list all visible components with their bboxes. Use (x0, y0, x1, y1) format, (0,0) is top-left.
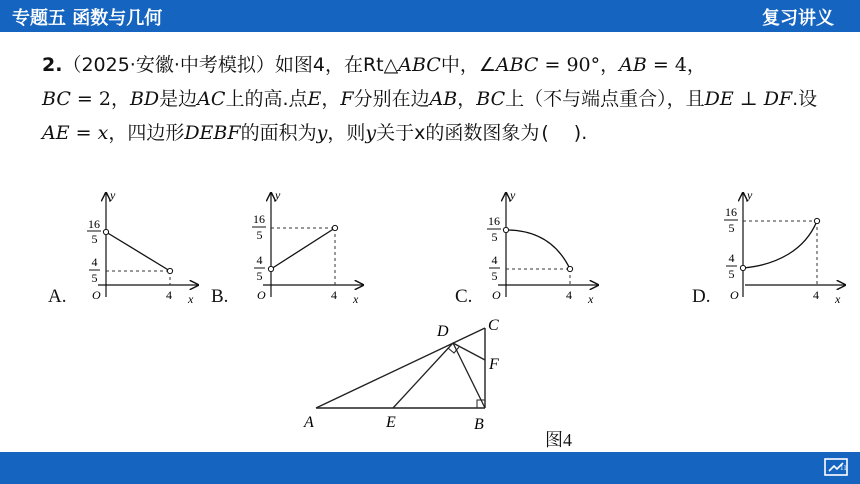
origin-label: O (92, 288, 101, 302)
text-run: 中，∠ (440, 54, 496, 76)
open-endpoint (814, 218, 819, 223)
option-c-label[interactable]: C. (455, 286, 473, 307)
x-tick-label: 4 (331, 288, 337, 302)
open-endpoint (740, 265, 745, 270)
x-axis-label: x (835, 292, 841, 305)
y-axis-label: y (510, 188, 516, 202)
segment-bd (453, 343, 485, 408)
option-a-graph (70, 185, 205, 305)
math-x: x (414, 122, 426, 144)
option-c-graph (470, 185, 605, 305)
y-tick-low-numerator: 4 (491, 253, 498, 267)
triangle-figure (296, 312, 516, 434)
math-bc: BC (476, 88, 506, 110)
math-bc: BC (42, 88, 71, 110)
y-tick-low-numerator: 4 (728, 251, 735, 265)
y-tick-top-denominator: 5 (91, 232, 98, 246)
math-x: x (97, 122, 109, 144)
topic-title: 专题五 函数与几何 (12, 8, 163, 29)
text-run: 的面积为 (240, 122, 317, 144)
origin-label: O (730, 288, 739, 302)
text-run: 是边 (159, 88, 198, 110)
text-run: 的函数图象为 (425, 122, 540, 144)
y-tick-low-denominator: 5 (256, 269, 263, 283)
x-tick-label: 4 (813, 288, 819, 302)
math-ae: AE (42, 122, 70, 144)
question-number: 2. (42, 54, 63, 76)
graph-curve (506, 230, 570, 269)
y-axis-label: y (747, 188, 753, 202)
y-tick-top-denominator: 5 (491, 230, 498, 244)
y-tick-low-numerator: 4 (91, 255, 98, 269)
y-tick-low-denominator: 5 (91, 271, 98, 285)
y-tick-top-denominator: 5 (256, 228, 263, 242)
open-endpoint (567, 266, 572, 271)
math-e: E (307, 88, 322, 110)
option-d-graph (717, 185, 852, 305)
option-a-label[interactable]: A. (48, 286, 67, 307)
text-run: 分别在边 (353, 88, 430, 110)
text-run: = 2， (70, 88, 130, 110)
math-y: y (365, 122, 377, 144)
point-label-a: A (304, 414, 314, 431)
text-run: 上的高.点 (225, 88, 308, 110)
math-df: DF (763, 88, 793, 110)
x-axis-label: x (588, 292, 594, 305)
point-label-b: B (474, 416, 484, 433)
question-text (42, 48, 832, 150)
page-number: 11 (840, 464, 847, 472)
text-run: ， (457, 88, 477, 110)
y-tick-low-numerator: 4 (256, 253, 263, 267)
segment-de (393, 343, 453, 408)
math-de: DE (704, 88, 734, 110)
math-y: y (316, 122, 328, 144)
graph-curve (743, 221, 817, 268)
question-source: （2025·安徽·中考模拟） (62, 54, 275, 76)
text-run: ，四边形 (108, 122, 185, 144)
y-tick-top-numerator: 16 (488, 214, 500, 228)
math-ab: AB (429, 88, 458, 110)
y-tick-top-numerator: 16 (725, 205, 737, 219)
origin-label: O (492, 288, 501, 302)
y-tick-low-denominator: 5 (491, 269, 498, 283)
text-run: ⊥ (733, 88, 764, 110)
presentation-page-icon (822, 456, 852, 480)
point-label-d: D (437, 323, 449, 340)
graph-line (271, 228, 335, 269)
text-run: .设 (792, 88, 818, 110)
x-tick-label: 4 (566, 288, 572, 302)
text-run: ，则 (327, 122, 366, 144)
x-axis-label: x (188, 292, 194, 305)
y-tick-top-denominator: 5 (728, 221, 735, 235)
math-ac: AC (197, 88, 226, 110)
text-run: 如图4，在Rt△ (274, 54, 399, 76)
text-run: = 90°， (538, 54, 620, 76)
section-tag: 复习讲义 (762, 8, 834, 29)
y-tick-low-denominator: 5 (728, 267, 735, 281)
footer-bar (0, 452, 860, 484)
segment-ac (316, 328, 485, 408)
open-endpoint (103, 229, 108, 234)
option-d-label[interactable]: D. (692, 286, 711, 307)
math-bd: BD (129, 88, 160, 110)
y-tick-top-numerator: 16 (253, 212, 265, 226)
text-run: 关于 (376, 122, 415, 144)
option-b-label[interactable]: B. (211, 286, 229, 307)
text-run: 上（不与端点重合），且 (505, 88, 705, 110)
figure-caption: 图4 (545, 430, 572, 450)
header-bar (0, 0, 860, 32)
text-run: ， (321, 88, 341, 110)
text-run: = (69, 122, 98, 144)
math-ab: AB (619, 54, 647, 76)
graph-line (106, 232, 170, 271)
origin-label: O (257, 288, 266, 302)
math-abc: ABC (398, 54, 441, 76)
open-endpoint (268, 266, 273, 271)
point-label-e: E (386, 414, 396, 431)
open-endpoint (332, 225, 337, 230)
y-tick-top-numerator: 16 (88, 217, 100, 231)
option-b-graph (235, 185, 370, 305)
point-label-f: F (489, 356, 499, 373)
math-debf: DEBF (184, 122, 241, 144)
y-axis-label: y (110, 188, 116, 202)
open-endpoint (503, 227, 508, 232)
x-axis-label: x (353, 292, 359, 305)
answer-blank: ( ). (541, 122, 588, 144)
text-run: = 4， (646, 54, 706, 76)
math-f: F (340, 88, 354, 110)
open-endpoint (167, 268, 172, 273)
point-label-c: C (488, 317, 499, 334)
x-tick-label: 4 (166, 288, 172, 302)
math-abc: ABC (495, 54, 539, 76)
y-axis-label: y (275, 188, 281, 202)
